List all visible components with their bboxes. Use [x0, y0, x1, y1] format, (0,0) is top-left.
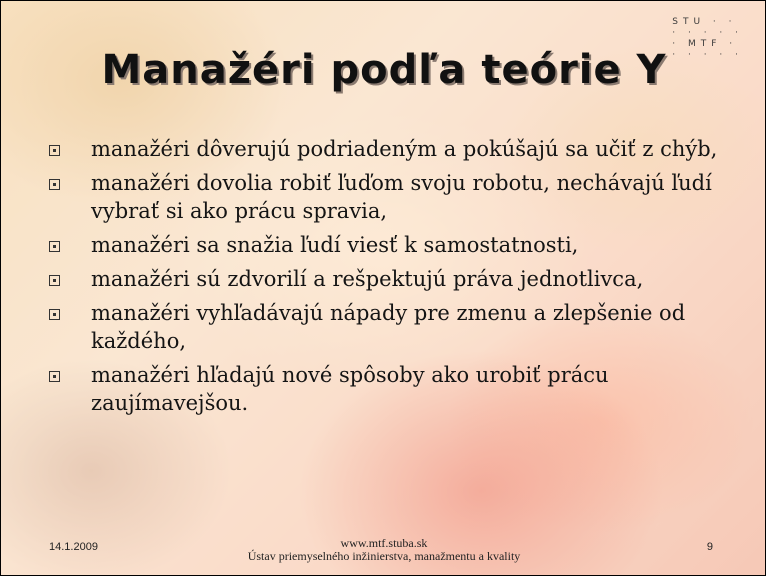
bullet-list	[45, 135, 735, 423]
square-bullet-icon	[49, 275, 60, 286]
footer-institute: Ústav priemyselného inžinierstva, manažmentu a kvality	[247, 549, 521, 563]
stu-mtf-logo: STU · · · · · · · · MTF · · · · · ·	[672, 17, 743, 60]
square-bullet-icon	[49, 179, 60, 190]
bullet-text: manažéri hľadajú nové spôsoby ako urobiť prácu zaujímavejšou.	[91, 363, 609, 415]
footer-url: www.mtf.stuba.sk	[340, 536, 428, 550]
bullet-item	[45, 361, 735, 417]
bullet-text: manažéri sú zdvorilí a rešpektujú práva jednotlivca,	[91, 267, 644, 291]
page-number: 9	[706, 541, 713, 553]
bullet-text: manažéri vyhľadávajú nápady pre zmenu a zlepšenie od každého,	[91, 301, 686, 353]
square-bullet-icon	[49, 145, 60, 156]
bullet-text: manažéri sa snažia ľudí viesť k samostatnosti,	[91, 233, 579, 257]
bullet-text: manažéri dovolia robiť ľuďom svoju robotu, nechávajú ľudí vybrať si ako prácu spravia,	[91, 171, 712, 223]
footer-center	[1, 537, 766, 563]
bullet-item	[45, 299, 735, 355]
slide-title: Manažéri podľa teórie Y	[101, 47, 667, 93]
square-bullet-icon	[49, 309, 60, 320]
bullet-item	[45, 231, 735, 259]
footer-date: 14.1.2009	[49, 541, 98, 553]
logo-line-1: STU	[672, 17, 706, 27]
bullet-item	[45, 265, 735, 293]
square-bullet-icon	[49, 241, 60, 252]
bullet-item	[45, 169, 735, 225]
square-bullet-icon	[49, 371, 60, 382]
logo-line-2: MTF	[687, 39, 722, 49]
bullet-text: manažéri dôverujú podriadeným a pokúšajú sa učiť z chýb,	[91, 137, 718, 161]
bullet-item	[45, 135, 735, 163]
